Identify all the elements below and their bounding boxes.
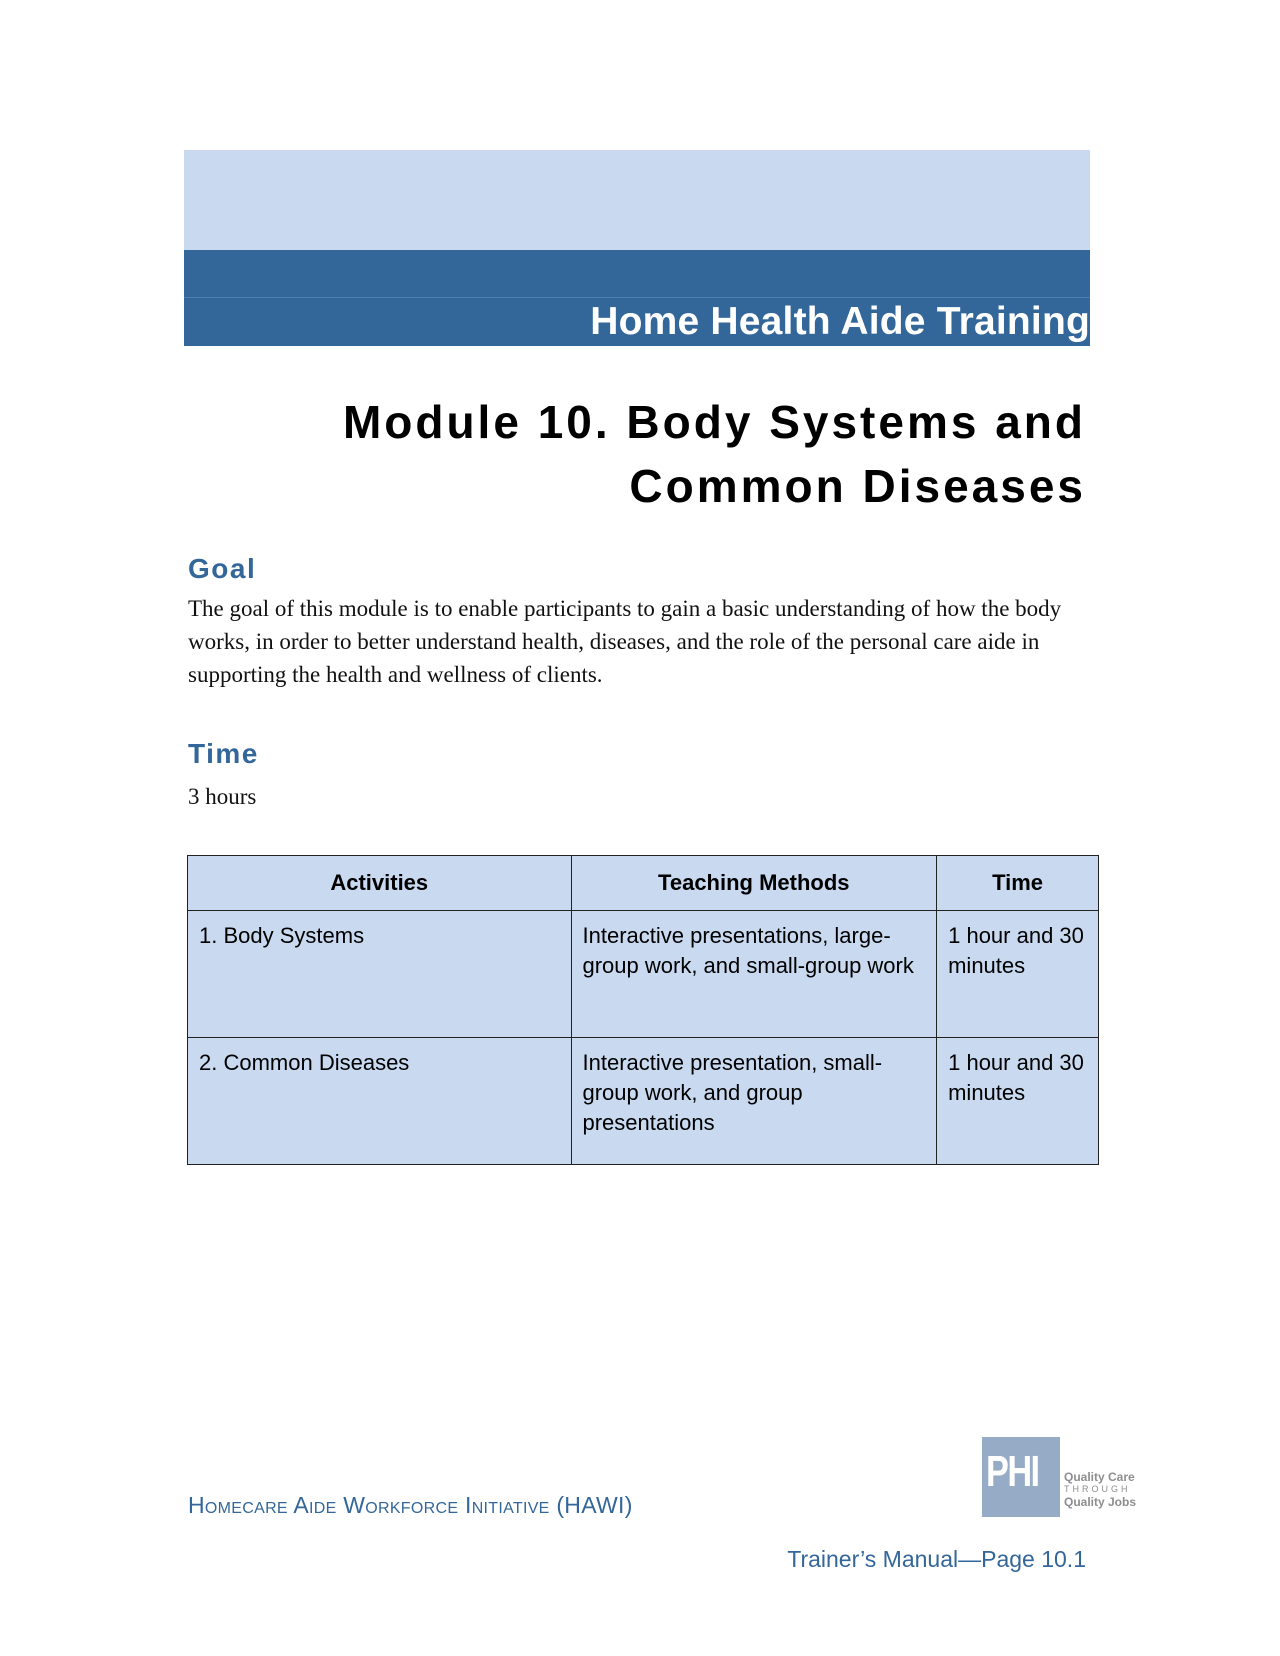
teaching-method-cell: Interactive presentation, small-group work, and group presentations — [571, 1038, 937, 1165]
goal-heading: Goal — [188, 553, 257, 584]
activities-table — [187, 855, 1099, 1165]
header-activities: Activities — [188, 856, 572, 911]
table-header-row — [188, 856, 1099, 911]
phi-logo — [982, 1437, 1137, 1521]
phi-logo-letters: PHI — [986, 1447, 1039, 1496]
module-title — [286, 390, 1086, 518]
teaching-method-cell: Interactive presentations, large-group work, and small-group work — [571, 911, 937, 1038]
header-time: Time — [937, 856, 1099, 911]
footer-page-number: Trainer’s Manual—Page 10.1 — [787, 1546, 1086, 1572]
table-row — [188, 911, 1099, 1038]
goal-text: The goal of this module is to enable participants to gain a basic understanding of how the body works, in order to better understand health, diseases, and the role of the personal care aide in supporting the health and wellness of clients. — [188, 596, 1062, 687]
activity-cell: 1. Body Systems — [188, 911, 572, 1038]
phi-logo-box — [982, 1437, 1060, 1517]
activity-cell: 2. Common Diseases — [188, 1038, 572, 1165]
time-heading: Time — [188, 738, 259, 769]
banner-divider — [184, 297, 1090, 298]
logo-tagline-3: Quality Jobs — [1064, 1495, 1137, 1509]
header-teaching-methods: Teaching Methods — [571, 856, 937, 911]
module-title-line1: Module 10. Body Systems and — [342, 396, 1086, 448]
footer-organization: Homecare Aide Workforce Initiative (HAWI) — [188, 1492, 633, 1518]
module-title-line2: Common Diseases — [629, 460, 1086, 512]
header-banner-light — [184, 150, 1090, 250]
table-row — [188, 1038, 1099, 1165]
logo-tagline-1: Quality Care — [1064, 1470, 1135, 1484]
time-cell: 1 hour and 30 minutes — [937, 1038, 1099, 1165]
time-text: 3 hours — [188, 784, 257, 809]
banner-title: Home Health Aide Training — [590, 300, 1090, 343]
time-cell: 1 hour and 30 minutes — [937, 911, 1099, 1038]
logo-tagline-2: THROUGH — [1064, 1484, 1131, 1494]
